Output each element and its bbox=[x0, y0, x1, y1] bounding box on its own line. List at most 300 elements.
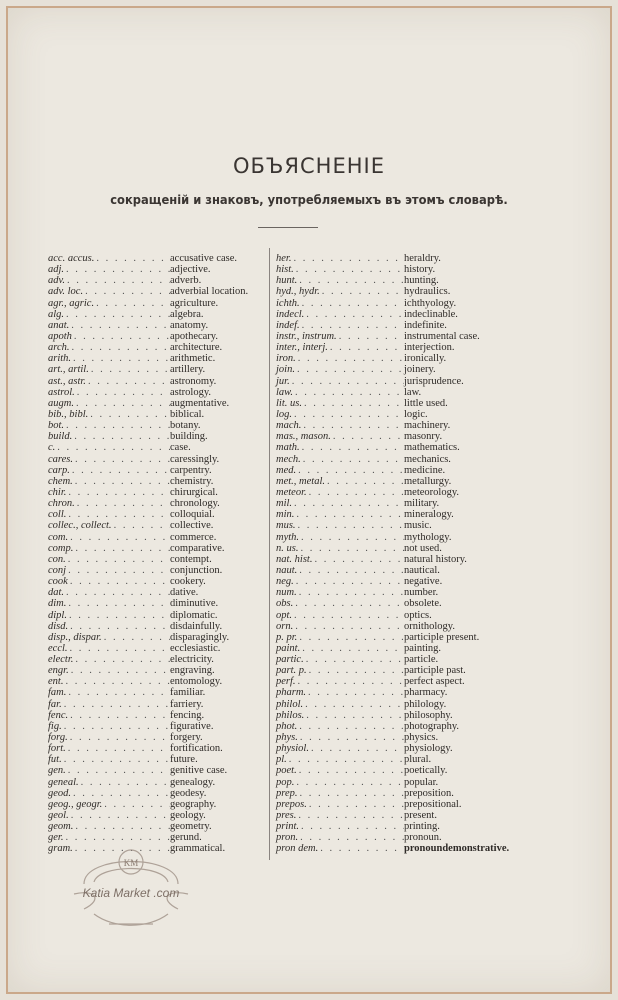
abbreviation-term: math. bbox=[276, 442, 300, 454]
leader-dots bbox=[299, 532, 404, 543]
abbreviation-meaning: gerund. bbox=[170, 832, 202, 844]
leader-dots bbox=[66, 554, 170, 565]
abbreviation-row bbox=[48, 810, 278, 821]
abbreviation-term: gen. bbox=[48, 765, 66, 777]
abbreviation-term: mus. bbox=[276, 520, 296, 532]
abbreviation-meaning: figurative. bbox=[170, 720, 214, 732]
abbreviation-row bbox=[48, 699, 278, 710]
abbreviation-term: mech. bbox=[276, 453, 301, 465]
leader-dots bbox=[64, 264, 170, 275]
abbreviation-row bbox=[276, 610, 516, 621]
abbreviation-meaning: history. bbox=[404, 264, 436, 276]
abbreviation-meaning: disparagingly. bbox=[170, 631, 230, 643]
abbreviation-row bbox=[48, 253, 278, 264]
leader-dots bbox=[292, 409, 404, 420]
abbreviation-meaning: hydraulics. bbox=[404, 286, 451, 298]
abbreviation-row bbox=[48, 632, 278, 643]
abbreviation-row bbox=[276, 598, 516, 609]
leader-dots bbox=[297, 632, 404, 643]
abbreviation-meaning: fencing. bbox=[170, 709, 205, 721]
abbreviation-term: indef. bbox=[276, 319, 300, 331]
abbreviation-row bbox=[48, 465, 278, 476]
abbreviation-meaning: chemistry. bbox=[170, 475, 214, 487]
abbreviation-term: gram. bbox=[48, 843, 73, 855]
abbreviation-meaning: astronomy. bbox=[170, 375, 217, 387]
abbreviation-term: hist. bbox=[276, 264, 294, 276]
leader-dots bbox=[88, 409, 170, 420]
abbreviation-row bbox=[276, 632, 516, 643]
abbreviation-meaning: mathematics. bbox=[404, 442, 460, 454]
leader-dots bbox=[75, 387, 170, 398]
leader-dots bbox=[307, 487, 404, 498]
abbreviation-term: nat. hist. bbox=[276, 553, 313, 565]
abbreviation-meaning: optics. bbox=[404, 609, 432, 621]
abbreviation-term: dat. bbox=[48, 587, 65, 599]
leader-dots bbox=[296, 810, 404, 821]
abbreviation-row bbox=[48, 532, 278, 543]
abbreviation-term: iron. bbox=[276, 353, 296, 365]
abbreviation-meaning: electricity. bbox=[170, 654, 214, 666]
abbreviation-term: pron. bbox=[276, 832, 299, 844]
abbreviation-row bbox=[48, 454, 278, 465]
abbreviation-meaning: instrumental case. bbox=[404, 330, 480, 342]
abbreviation-term: pop. bbox=[276, 776, 295, 788]
abbreviation-term: indecl. bbox=[276, 308, 305, 320]
abbreviation-row bbox=[276, 264, 516, 275]
abbreviation-meaning: biblical. bbox=[170, 408, 205, 420]
abbreviation-meaning: comparative. bbox=[170, 542, 225, 554]
abbreviation-row bbox=[276, 509, 516, 520]
leader-dots bbox=[301, 454, 404, 465]
abbreviation-meaning: hunting. bbox=[404, 275, 439, 287]
abbreviation-term: join. bbox=[276, 364, 295, 376]
abbreviation-term: obs. bbox=[276, 598, 294, 610]
leader-dots bbox=[69, 810, 170, 821]
abbreviation-term: bot. bbox=[48, 420, 65, 432]
leader-dots bbox=[66, 598, 170, 609]
abbreviation-term: con. bbox=[48, 553, 66, 565]
leader-dots bbox=[325, 476, 404, 487]
abbreviation-row bbox=[276, 275, 516, 286]
abbreviation-term: paint. bbox=[276, 642, 301, 654]
leader-dots bbox=[73, 543, 170, 554]
abbreviation-meaning: joinery. bbox=[404, 364, 436, 376]
abbreviation-meaning: pronoundemonstrative. bbox=[404, 843, 510, 855]
abbreviation-term: dim. bbox=[48, 598, 67, 610]
leader-dots bbox=[292, 498, 404, 509]
leader-dots bbox=[65, 275, 170, 286]
abbreviation-row bbox=[276, 654, 516, 665]
abbreviation-term: perf. bbox=[276, 676, 296, 688]
book-page bbox=[6, 6, 612, 994]
abbreviation-row bbox=[48, 543, 278, 554]
abbreviation-meaning: geometry. bbox=[170, 821, 212, 833]
abbreviation-meaning: accusative case. bbox=[170, 253, 238, 264]
leader-dots bbox=[307, 799, 404, 810]
abbreviation-term: pl. bbox=[276, 754, 287, 766]
abbreviation-meaning: painting. bbox=[404, 642, 442, 654]
abbreviation-term: adv. bbox=[48, 275, 66, 287]
abbreviation-row bbox=[48, 275, 278, 286]
abbreviation-row bbox=[276, 520, 516, 531]
abbreviation-term: apoth bbox=[48, 330, 72, 342]
abbreviation-meaning: arithmetic. bbox=[170, 353, 216, 365]
leader-dots bbox=[294, 777, 404, 788]
abbreviation-meaning: logic. bbox=[404, 408, 428, 420]
abbreviation-row bbox=[276, 331, 516, 342]
leader-dots bbox=[297, 275, 404, 286]
leader-dots bbox=[294, 509, 404, 520]
abbreviation-meaning: not used. bbox=[404, 542, 442, 554]
abbreviation-meaning: interjection. bbox=[404, 342, 455, 354]
abbreviation-term: opt. bbox=[276, 609, 293, 621]
abbreviation-meaning: ironically. bbox=[404, 353, 447, 365]
leader-dots bbox=[301, 420, 404, 431]
abbreviation-term: arith. bbox=[48, 353, 72, 365]
abbreviation-term: naut. bbox=[276, 564, 298, 576]
abbreviation-meaning: farriery. bbox=[170, 698, 204, 710]
abbreviation-row bbox=[276, 765, 516, 776]
abbreviation-row bbox=[48, 442, 278, 453]
abbreviation-term: geom. bbox=[48, 821, 74, 833]
abbreviation-row bbox=[276, 721, 516, 732]
abbreviation-row bbox=[276, 487, 516, 498]
leader-dots bbox=[64, 420, 170, 431]
abbreviation-term: part. p. bbox=[276, 665, 307, 677]
abbreviation-meaning: military. bbox=[404, 498, 440, 510]
abbreviation-meaning: colloquial. bbox=[170, 509, 215, 521]
abbreviation-row bbox=[276, 442, 516, 453]
leader-dots bbox=[102, 799, 170, 810]
leader-dots bbox=[102, 632, 170, 643]
leader-dots bbox=[298, 732, 404, 743]
leader-dots bbox=[62, 699, 170, 710]
abbreviation-meaning: music. bbox=[404, 520, 432, 532]
abbreviation-meaning: machinery. bbox=[404, 420, 451, 432]
leader-dots bbox=[69, 665, 170, 676]
abbreviation-term: ichth. bbox=[276, 297, 300, 309]
leader-dots bbox=[298, 832, 404, 843]
abbreviation-meaning: geodesy. bbox=[170, 787, 207, 799]
abbreviation-meaning: participle present. bbox=[404, 631, 480, 643]
abbreviation-term: physiol. bbox=[276, 743, 309, 755]
leader-dots bbox=[66, 565, 170, 576]
leader-dots bbox=[299, 821, 404, 832]
leader-dots bbox=[295, 364, 404, 375]
abbreviation-term: collec., collect. bbox=[48, 520, 112, 532]
abbreviation-term: coll. bbox=[48, 509, 67, 521]
abbreviation-row bbox=[276, 409, 516, 420]
abbreviation-term: mas., mason. bbox=[276, 431, 331, 443]
abbreviation-meaning: masonry. bbox=[404, 431, 443, 443]
abbreviation-term: poet. bbox=[276, 765, 297, 777]
leader-dots bbox=[89, 364, 170, 375]
leader-dots bbox=[70, 465, 170, 476]
leader-dots bbox=[68, 710, 170, 721]
abbreviation-row bbox=[276, 821, 516, 832]
leader-dots bbox=[73, 654, 170, 665]
abbreviation-meaning: indefinite. bbox=[404, 319, 447, 331]
abbreviation-row bbox=[48, 687, 278, 698]
abbreviation-term: meteor. bbox=[276, 486, 307, 498]
leader-dots bbox=[94, 253, 170, 264]
abbreviation-term: eccl. bbox=[48, 642, 68, 654]
abbreviation-meaning: photography. bbox=[404, 720, 460, 732]
abbreviation-term: electr. bbox=[48, 654, 74, 666]
abbreviation-meaning: ornithology. bbox=[404, 620, 455, 632]
abbreviation-meaning: diminutive. bbox=[170, 598, 219, 610]
abbreviation-term: fam. bbox=[48, 687, 67, 699]
abbreviation-meaning: mechanics. bbox=[404, 453, 451, 465]
abbreviation-row bbox=[48, 621, 278, 632]
abbreviation-term: her. bbox=[276, 253, 292, 264]
abbreviation-meaning: law. bbox=[404, 386, 422, 398]
abbreviation-row bbox=[276, 398, 516, 409]
abbreviation-term: hyd., hydr. bbox=[276, 286, 320, 298]
abbreviation-row bbox=[48, 710, 278, 721]
abbreviation-term: far. bbox=[48, 698, 62, 710]
abbreviation-row bbox=[276, 799, 516, 810]
leader-dots bbox=[66, 487, 170, 498]
abbreviation-row bbox=[276, 587, 516, 598]
leader-dots bbox=[75, 498, 170, 509]
leader-dots bbox=[86, 376, 170, 387]
abbreviation-row bbox=[48, 587, 278, 598]
abbreviation-row bbox=[276, 699, 516, 710]
abbreviation-row bbox=[276, 843, 516, 854]
abbreviation-term: phot. bbox=[276, 720, 298, 732]
abbreviation-row bbox=[48, 520, 278, 531]
abbreviation-term: orn. bbox=[276, 620, 294, 632]
leader-dots bbox=[63, 676, 170, 687]
abbreviation-row bbox=[48, 364, 278, 375]
abbreviation-term: inter., interj. bbox=[276, 342, 328, 354]
page-title: ОБЪЯСНЕНІЕ bbox=[233, 154, 385, 178]
abbreviation-row bbox=[48, 498, 278, 509]
watermark-monogram: KM bbox=[123, 858, 139, 868]
abbreviation-row bbox=[276, 665, 516, 676]
abbreviation-row bbox=[276, 576, 516, 587]
abbreviation-meaning: ichthyology. bbox=[404, 297, 457, 309]
abbreviation-term: philos. bbox=[276, 709, 305, 721]
abbreviation-term: pres. bbox=[276, 810, 297, 822]
abbreviation-term: instr., instrum. bbox=[276, 330, 337, 342]
leader-dots bbox=[294, 264, 404, 275]
leader-dots bbox=[293, 598, 404, 609]
abbreviation-term: fenc. bbox=[48, 709, 69, 721]
abbreviation-row bbox=[48, 732, 278, 743]
abbreviation-row bbox=[276, 376, 516, 387]
abbreviation-row bbox=[48, 654, 278, 665]
abbreviation-meaning: architecture. bbox=[170, 342, 223, 354]
abbreviation-row bbox=[48, 309, 278, 320]
column-divider bbox=[269, 248, 270, 860]
leader-dots bbox=[296, 353, 404, 364]
abbreviation-term: adv. loc. bbox=[48, 286, 84, 298]
leader-dots bbox=[298, 543, 404, 554]
leader-dots bbox=[296, 676, 404, 687]
abbreviation-term: chem. bbox=[48, 475, 73, 487]
abbreviation-meaning: physiology. bbox=[404, 743, 453, 755]
abbreviation-meaning: diplomatic. bbox=[170, 609, 218, 621]
abbreviation-term: n. us. bbox=[276, 542, 299, 554]
abbreviation-row bbox=[48, 387, 278, 398]
abbreviation-row bbox=[276, 621, 516, 632]
leader-dots bbox=[73, 821, 170, 832]
abbreviation-row bbox=[48, 431, 278, 442]
leader-dots bbox=[296, 465, 404, 476]
watermark-text: Katia Market .com bbox=[82, 886, 180, 900]
abbreviation-row bbox=[276, 532, 516, 543]
abbreviation-row bbox=[48, 487, 278, 498]
leader-dots bbox=[72, 331, 170, 342]
abbreviation-meaning: carpentry. bbox=[170, 464, 212, 476]
leader-dots bbox=[320, 286, 404, 297]
abbreviation-meaning: meteorology. bbox=[404, 486, 460, 498]
abbreviation-term: chron. bbox=[48, 498, 75, 510]
abbreviation-row bbox=[276, 754, 516, 765]
abbreviation-meaning: preposition. bbox=[404, 787, 454, 799]
leader-dots bbox=[293, 621, 404, 632]
abbreviation-term: engr. bbox=[48, 665, 69, 677]
abbreviation-row bbox=[48, 721, 278, 732]
abbreviation-row bbox=[48, 409, 278, 420]
abbreviation-term: pharm. bbox=[276, 687, 307, 699]
abbreviation-meaning: algebra. bbox=[170, 308, 204, 320]
abbreviation-meaning: artillery. bbox=[170, 364, 206, 376]
abbreviation-row bbox=[48, 509, 278, 520]
abbreviation-row bbox=[276, 498, 516, 509]
leader-dots bbox=[309, 743, 404, 754]
abbreviation-term: build. bbox=[48, 431, 73, 443]
leader-dots bbox=[64, 309, 170, 320]
leader-dots bbox=[304, 309, 404, 320]
abbreviation-term: disp., dispar. bbox=[48, 631, 102, 643]
abbreviation-meaning: engraving. bbox=[170, 665, 215, 677]
abbreviation-row bbox=[276, 353, 516, 364]
abbreviation-row bbox=[276, 687, 516, 698]
abbreviation-term: jur. bbox=[276, 375, 290, 387]
watermark-logo bbox=[64, 834, 198, 944]
abbreviation-meaning: familiar. bbox=[170, 687, 206, 699]
abbreviation-row bbox=[276, 643, 516, 654]
leader-dots bbox=[66, 765, 170, 776]
leader-dots bbox=[68, 621, 170, 632]
abbreviation-row bbox=[48, 353, 278, 364]
abbreviation-meaning: grammatical. bbox=[170, 843, 226, 855]
abbreviation-meaning: perfect aspect. bbox=[404, 676, 465, 688]
abbreviation-meaning: collective. bbox=[170, 520, 214, 532]
abbreviation-meaning: cookery. bbox=[170, 576, 206, 588]
abbreviation-term: mach. bbox=[276, 420, 302, 432]
abbreviation-meaning: adverb. bbox=[170, 275, 202, 287]
page-subtitle: сокращеній и знаковъ, употребляемыхъ въ этомъ словарѣ. bbox=[110, 192, 508, 207]
abbreviation-row bbox=[276, 732, 516, 743]
abbreviation-meaning: disdainfully. bbox=[170, 620, 223, 632]
abbreviation-term: adj. bbox=[48, 264, 65, 276]
abbreviation-meaning: negative. bbox=[404, 576, 443, 588]
abbreviation-row bbox=[276, 832, 516, 843]
leader-dots bbox=[293, 387, 404, 398]
leader-dots bbox=[292, 610, 404, 621]
abbreviation-term: log. bbox=[276, 408, 293, 420]
leader-dots bbox=[73, 454, 170, 465]
abbreviation-row bbox=[276, 554, 516, 565]
abbreviation-column-left bbox=[48, 253, 278, 855]
abbreviation-meaning: philology. bbox=[404, 698, 447, 710]
abbreviation-term: cares. bbox=[48, 453, 73, 465]
abbreviation-meaning: present. bbox=[404, 810, 437, 822]
abbreviation-row bbox=[48, 799, 278, 810]
abbreviation-term: comp. bbox=[48, 542, 74, 554]
abbreviation-term: neg. bbox=[276, 576, 294, 588]
abbreviation-row bbox=[276, 342, 516, 353]
abbreviation-term: forg. bbox=[48, 732, 68, 744]
abbreviation-term: cook bbox=[48, 576, 68, 588]
abbreviation-term: ast., astr. bbox=[48, 375, 86, 387]
abbreviation-row bbox=[276, 788, 516, 799]
leader-dots bbox=[79, 777, 170, 788]
abbreviation-row bbox=[276, 298, 516, 309]
abbreviation-term: partic. bbox=[276, 654, 304, 666]
abbreviation-meaning: contempt. bbox=[170, 553, 212, 565]
leader-dots bbox=[94, 298, 170, 309]
abbreviation-row bbox=[48, 765, 278, 776]
leader-dots bbox=[112, 520, 170, 531]
abbreviation-term: conj bbox=[48, 564, 67, 576]
abbreviation-term: fut. bbox=[48, 754, 62, 766]
abbreviation-row bbox=[276, 476, 516, 487]
abbreviation-row bbox=[276, 431, 516, 442]
abbreviation-meaning: particle. bbox=[404, 654, 439, 666]
abbreviation-meaning: botany. bbox=[170, 420, 201, 432]
leader-dots bbox=[62, 754, 170, 765]
abbreviation-meaning: mythology. bbox=[404, 531, 452, 543]
leader-dots bbox=[68, 643, 170, 654]
abbreviation-row bbox=[276, 676, 516, 687]
abbreviation-meaning: heraldry. bbox=[404, 253, 441, 264]
abbreviation-meaning: indeclinable. bbox=[404, 308, 458, 320]
abbreviation-column-right bbox=[276, 253, 516, 855]
abbreviation-meaning: agriculture. bbox=[170, 297, 219, 309]
abbreviation-row bbox=[48, 342, 278, 353]
abbreviation-term: num. bbox=[276, 587, 297, 599]
abbreviation-meaning: jurisprudence. bbox=[404, 375, 464, 387]
abbreviation-meaning: augmentative. bbox=[170, 397, 230, 409]
abbreviation-row bbox=[48, 565, 278, 576]
abbreviation-meaning: apothecary. bbox=[170, 330, 218, 342]
abbreviation-meaning: pharmacy. bbox=[404, 687, 448, 699]
leader-dots bbox=[66, 687, 170, 698]
abbreviation-meaning: forgery. bbox=[170, 732, 203, 744]
abbreviation-row bbox=[276, 465, 516, 476]
abbreviation-row bbox=[48, 821, 278, 832]
abbreviation-row bbox=[276, 320, 516, 331]
abbreviation-term: geod. bbox=[48, 787, 72, 799]
abbreviation-row bbox=[48, 598, 278, 609]
abbreviation-term: phys. bbox=[276, 732, 298, 744]
leader-dots bbox=[83, 286, 170, 297]
abbreviation-row bbox=[48, 331, 278, 342]
title-rule bbox=[258, 227, 318, 228]
leader-dots bbox=[297, 788, 404, 799]
abbreviation-row bbox=[276, 810, 516, 821]
leader-dots bbox=[300, 643, 404, 654]
abbreviation-row bbox=[48, 476, 278, 487]
leader-dots bbox=[304, 710, 404, 721]
abbreviation-row bbox=[48, 665, 278, 676]
leader-dots bbox=[331, 431, 404, 442]
